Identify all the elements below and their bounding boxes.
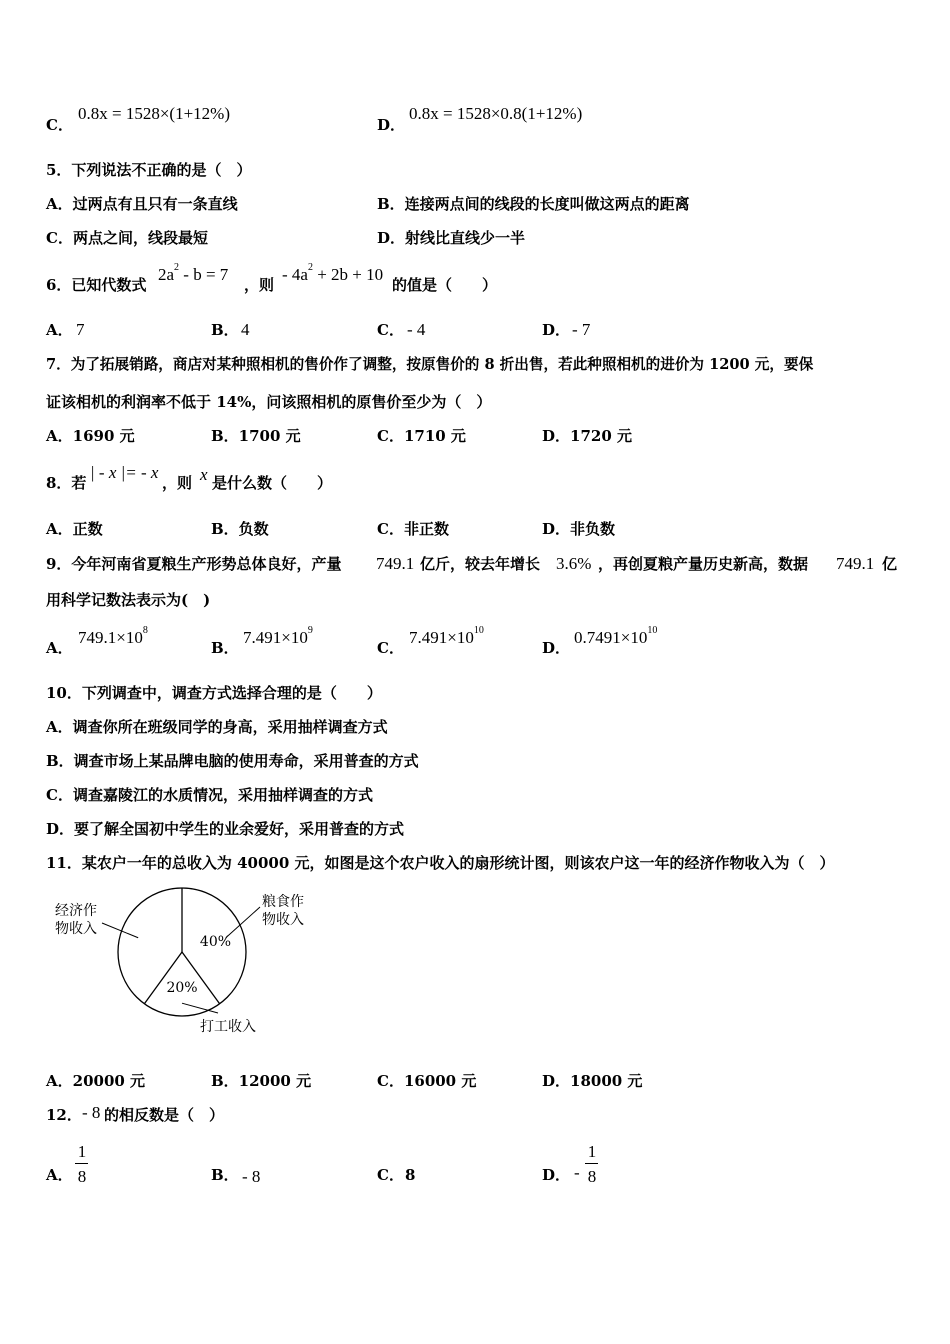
q12-option-d-numerator: 1 [587, 1142, 597, 1161]
q12-option-a-denominator: 8 [77, 1167, 87, 1186]
q12-number: - 8 [82, 1103, 101, 1122]
q12-option-d-fraction-bar [585, 1163, 598, 1164]
q9-option-c-value: $7.491\times 10^{10}$ [409, 625, 484, 647]
q6-expression-1: $2a^2 - b = 7$ [158, 262, 229, 284]
q8-option-c: C．非正数 [377, 520, 449, 538]
pie-slice-label-2-line-1: 打工收入 [200, 1019, 256, 1035]
q9-stem-part-2: 亿斤，较去年增长 [420, 555, 541, 573]
q8-option-d: D．非负数 [542, 520, 616, 538]
q7-option-d: D．1720 元 [542, 427, 632, 445]
q12-option-d-sign: - [574, 1163, 580, 1182]
q9-option-d-value: $0.7491\times 10^{10}$ [574, 625, 658, 647]
q5-stem: 5．下列说法不正确的是（ ） [46, 161, 252, 179]
q12-option-d-denominator: 8 [587, 1167, 597, 1186]
q8-stem-middle: ，则 [162, 474, 193, 492]
q6-option-b-value: 4 [241, 320, 250, 339]
q9-option-d-label: D． [542, 639, 571, 657]
q7-option-b: B．1700 元 [211, 427, 301, 445]
pie-slice-label-1-line-1: 粮食作 [262, 894, 304, 910]
q10-option-c: C．调查嘉陵江的水质情况，采用抽样调查的方式 [46, 786, 373, 804]
pie-slice-label-3-line-2: 物收入 [55, 921, 97, 937]
q4-option-d-label: D． [377, 116, 406, 134]
q6-option-c-label: C． [377, 321, 404, 339]
q9-stem-line-2: 用科学记数法表示为( ) [46, 591, 211, 609]
q9-stem-part-4: 亿 [882, 555, 898, 573]
q12-option-c-value: 8 [405, 1166, 416, 1184]
q8-variable: x [200, 465, 208, 484]
q7-stem-line-2: 证该相机的利润率不低于 14%，问该照相机的原售价至少为（ ） [46, 393, 492, 411]
q12-option-a-fraction-bar [75, 1163, 88, 1164]
pie-slice-percent-2: 20% [166, 980, 198, 997]
q12-option-a-label: A． [46, 1166, 73, 1184]
q5-option-c: C．两点之间，线段最短 [46, 229, 208, 247]
q4-option-c-formula: 0.8x = 1528×(1+12%) [78, 104, 230, 123]
q9-number-3: 749.1 [836, 554, 875, 573]
pie-slice-label-3-line-1: 经济作 [55, 903, 97, 919]
q8-stem-prefix: 8．若 [46, 474, 87, 492]
pie-slice-label-1-line-2: 物收入 [262, 912, 304, 928]
q9-option-a-label: A． [46, 639, 73, 657]
q9-option-c-label: C． [377, 639, 404, 657]
q6-option-a-value: 7 [76, 320, 85, 339]
income-pie-chart [40, 885, 330, 1045]
q12-stem-suffix: 的相反数是（ ） [104, 1106, 225, 1124]
q12-option-d-label: D． [542, 1166, 571, 1184]
q9-option-b-value: $7.491\times 10^9$ [243, 625, 313, 647]
q7-option-a: A．1690 元 [46, 427, 135, 445]
q6-option-d-label: D． [542, 321, 571, 339]
q10-option-a: A．调查你所在班级同学的身高，采用抽样调查方式 [46, 718, 388, 736]
q6-option-a-label: A． [46, 321, 73, 339]
q4-option-c-label: C． [46, 116, 73, 134]
q10-option-b: B．调查市场上某品牌电脑的使用寿命，采用普查的方式 [46, 752, 419, 770]
q6-expression-2: - $4a^2 + 2b + 10$ [282, 262, 384, 284]
q9-option-a-value: $749.1\times 10^8$ [78, 625, 148, 647]
q9-stem-part-3: ，再创夏粮产量历史新高，数据 [598, 555, 809, 573]
q10-option-d: D．要了解全国初中学生的业余爱好，采用普查的方式 [46, 820, 405, 838]
q7-stem-line-1: 7．为了拓展销路，商店对某种照相机的售价作了调整，按原售价的 8 折出售，若此种照相机的进价为 1200 元，要保 [46, 356, 814, 373]
q7-option-c: C．1710 元 [377, 427, 466, 445]
q8-option-a: A．正数 [46, 520, 103, 538]
q10-stem: 10．下列调查中，调查方式选择合理的是（ ） [46, 684, 382, 702]
q12-option-c-label: C． [377, 1166, 404, 1184]
q11-option-c: C．16000 元 [377, 1072, 477, 1090]
q9-number-1: 749.1 [376, 554, 415, 573]
q6-stem-prefix: 6．已知代数式 [46, 276, 147, 294]
q5-option-d: D．射线比直线少一半 [377, 229, 526, 247]
q12-option-a-numerator: 1 [77, 1142, 87, 1161]
q12-option-b-label: B． [211, 1166, 239, 1184]
pie-slice-percent-1: 40% [199, 934, 232, 951]
q9-option-b-label: B． [211, 639, 239, 657]
q6-option-b-label: B． [211, 321, 239, 339]
q11-option-d: D．18000 元 [542, 1072, 643, 1090]
q6-stem-middle: ，则 [244, 276, 275, 294]
q12-option-b-value: - 8 [242, 1167, 261, 1186]
q12-stem-prefix: 12． [46, 1106, 82, 1124]
q9-stem-part-1: 9．今年河南省夏粮生产形势总体良好，产量 [46, 555, 342, 573]
q4-option-d-formula: 0.8x = 1528×0.8(1+12%) [409, 104, 583, 123]
q9-number-2: 3.6% [556, 554, 592, 573]
q6-option-c-value: - 4 [407, 320, 426, 339]
q6-stem-suffix: 的值是（ ） [392, 276, 498, 294]
q11-option-b: B．12000 元 [211, 1072, 312, 1090]
q11-option-a: A．20000 元 [46, 1072, 146, 1090]
q5-option-a: A．过两点有且只有一条直线 [46, 195, 238, 213]
q8-expression: | - x |= - x [90, 463, 159, 482]
q5-option-b: B．连接两点间的线段的长度叫做这两点的距离 [377, 195, 690, 213]
q6-option-d-value: - 7 [572, 320, 591, 339]
q8-option-b: B．负数 [211, 520, 269, 538]
q11-stem: 11．某农户一年的总收入为 40000 元，如图是这个农户收入的扇形统计图，则该农户这一年的经济作物收入为（ ） [46, 854, 835, 872]
q8-stem-suffix: 是什么数（ ） [212, 474, 333, 492]
